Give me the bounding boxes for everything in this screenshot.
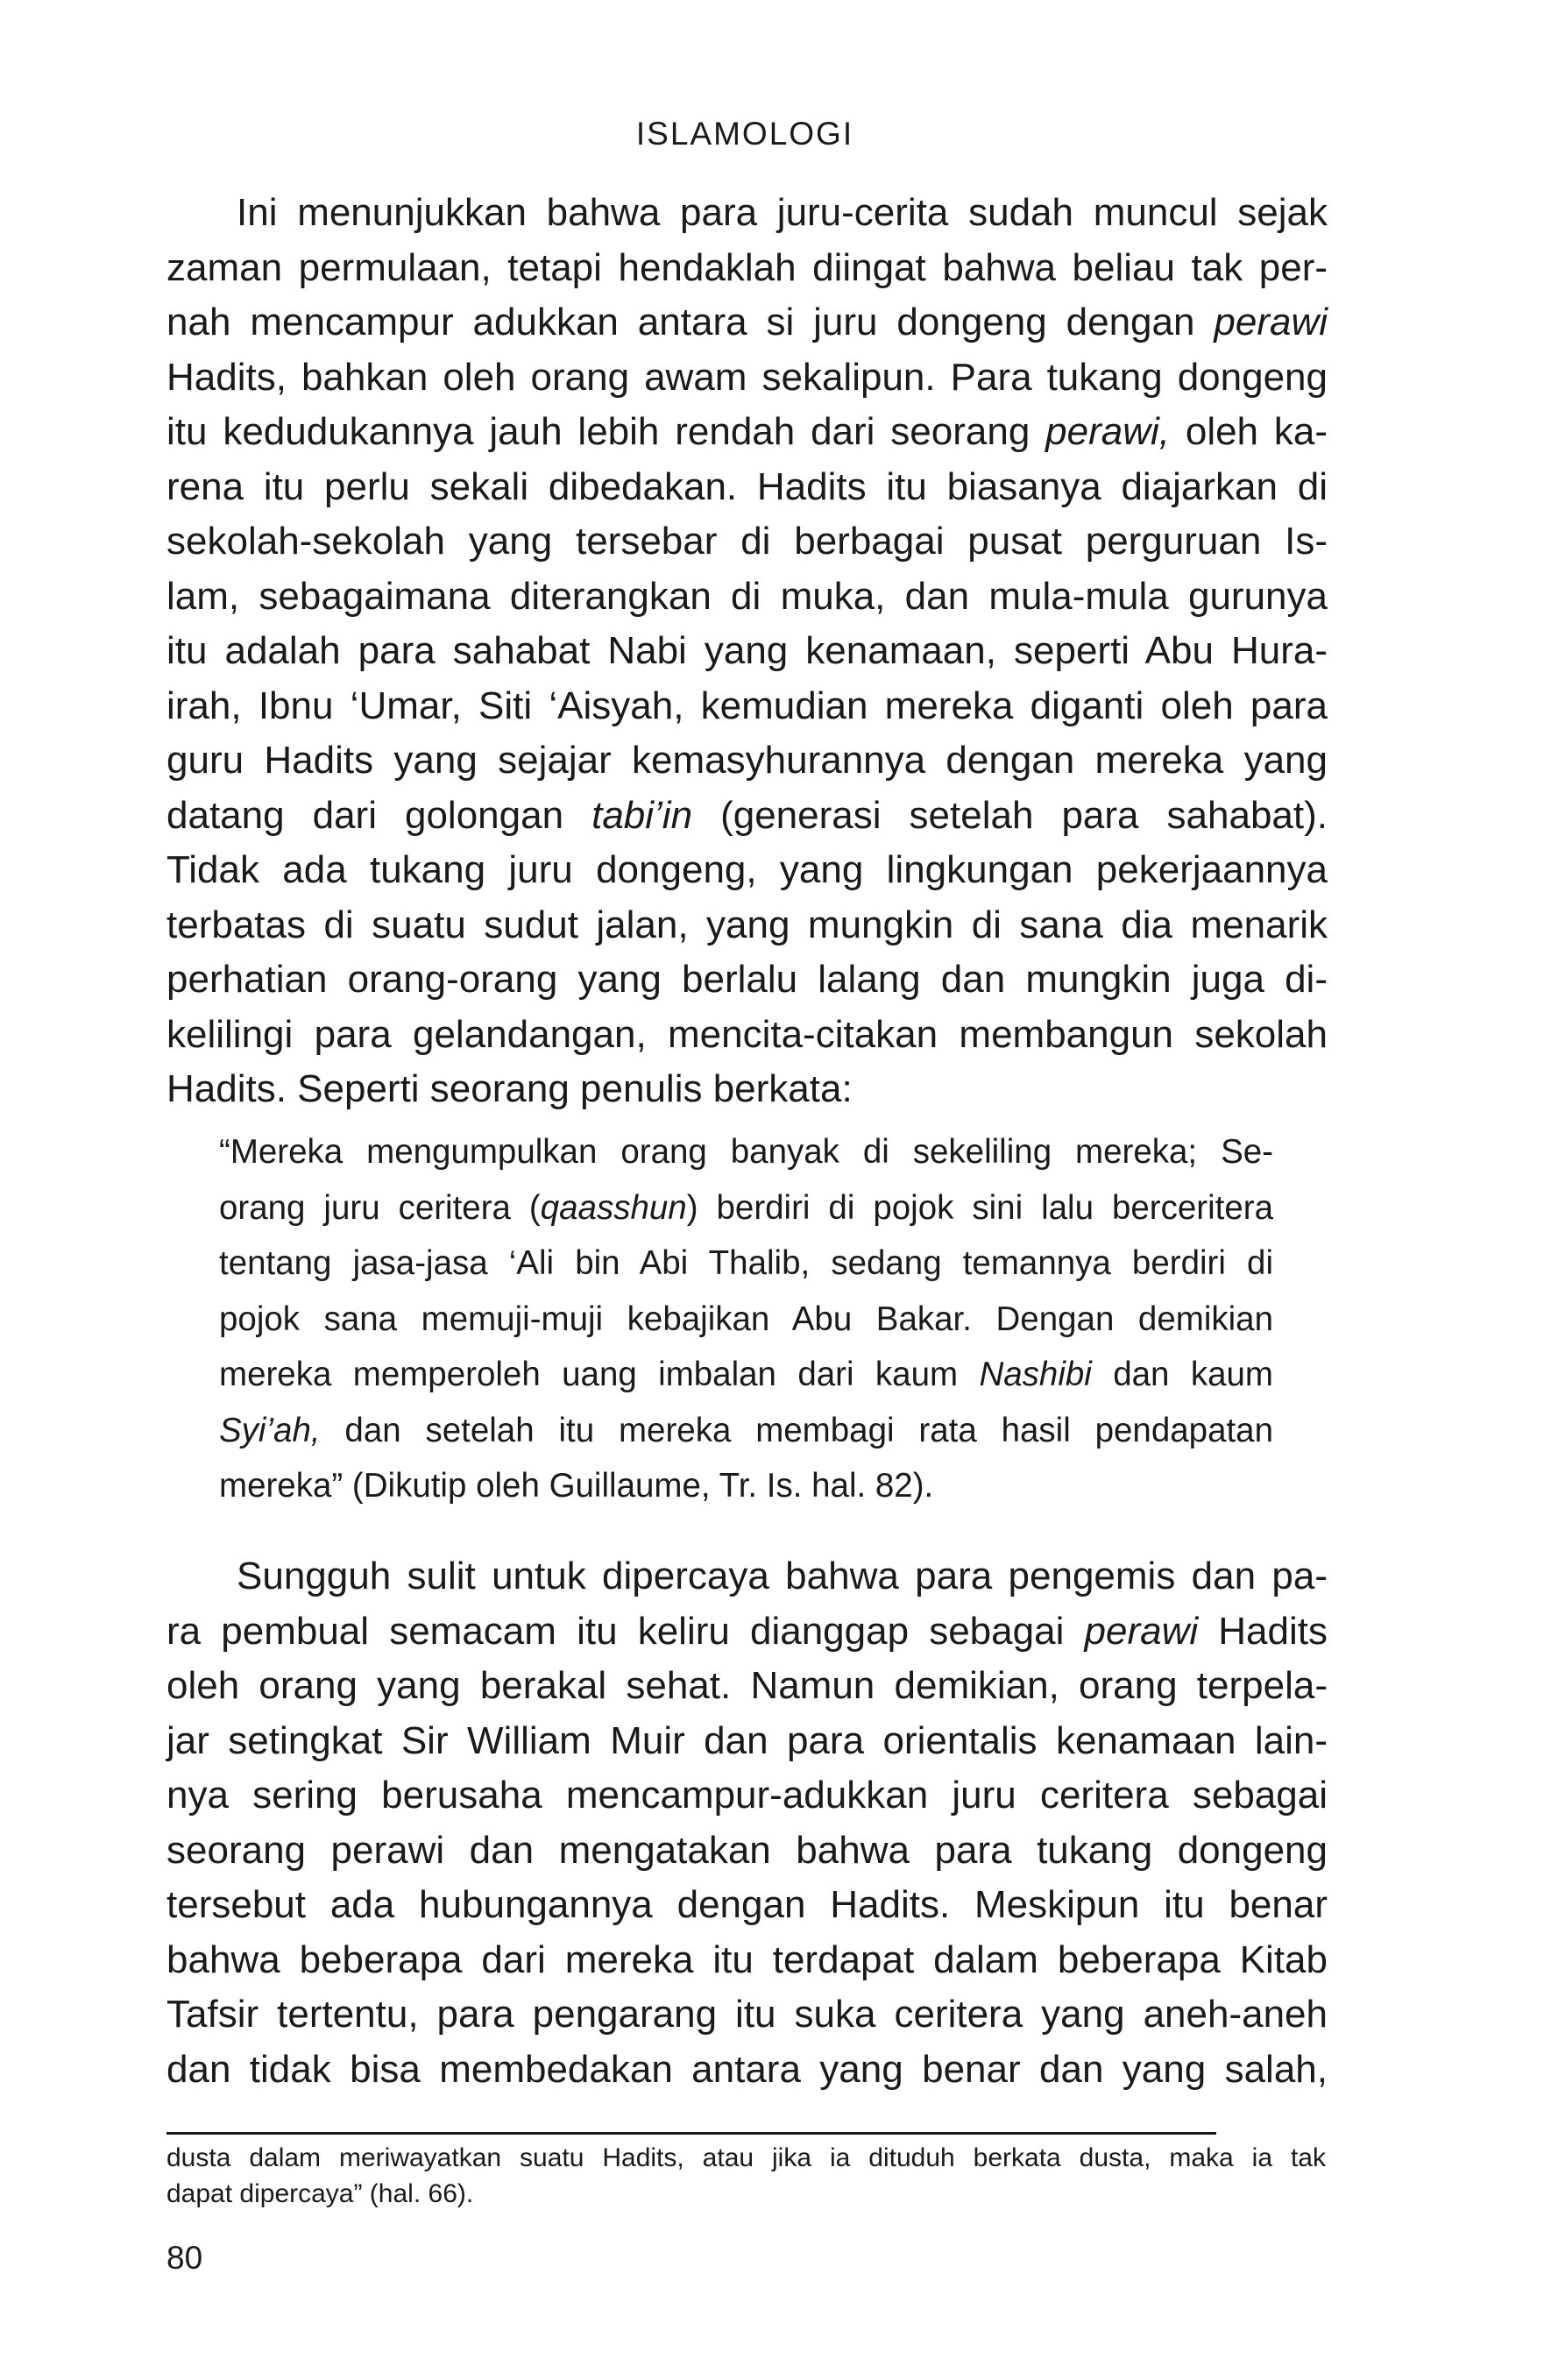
block-quote	[219, 1124, 1273, 1514]
quote-line: orang juru ceritera (qaasshun) berdiri di pojok sini lalu berceritera	[219, 1188, 1273, 1227]
footnote-divider	[166, 2132, 1216, 2135]
text-line: Tidak ada tukang juru dongeng, yang lingkungan pekerjaannya	[166, 848, 1328, 891]
text-line: oleh orang yang berakal sehat. Namun demikian, orang terpela-	[166, 1664, 1328, 1707]
italic-term: perawi	[1084, 1609, 1199, 1653]
text-line: lam, sebagaimana diterangkan di muka, dan mula-mula gurunya	[166, 574, 1328, 618]
text-line: tersebut ada hubungannya dengan Hadits. Meskipun itu benar	[166, 1883, 1328, 1926]
italic-term: perawi	[1214, 301, 1328, 344]
body-paragraph-2	[166, 1549, 1328, 2097]
text-line: itu kedudukannya jauh lebih rendah dari seorang perawi, oleh ka-	[166, 410, 1328, 453]
text-line: zaman permulaan, tetapi hendaklah diingat bahwa beliau tak per-	[166, 245, 1328, 289]
italic-term: perawi,	[1045, 410, 1170, 453]
text-line: Hadits. Seperti seorang penulis berkata:	[166, 1067, 853, 1110]
page-number: 80	[166, 2240, 203, 2276]
italic-term: Syi’ah,	[219, 1411, 321, 1449]
text-line: irah, Ibnu ‘Umar, Siti ‘Aisyah, kemudian mereka diganti oleh para	[166, 684, 1328, 727]
text-line: ra pembual semacam itu keliru dianggap sebagai perawi Hadits	[166, 1609, 1328, 1653]
italic-term: tabi’in	[591, 793, 693, 837]
text-line: perhatian orang-orang yang berlalu lalang dan mungkin juga di-	[166, 958, 1328, 1001]
text-line: nya sering berusaha mencampur-adukkan juru ceritera sebagai	[166, 1774, 1328, 1817]
body-paragraph-1	[166, 186, 1328, 1117]
italic-term: qaasshun	[540, 1188, 687, 1227]
quote-line: pojok sana memuji-muji kebajikan Abu Bakar. Dengan demikian	[219, 1300, 1273, 1338]
footnote-line: dapat dipercaya” (hal. 66).	[166, 2179, 474, 2208]
text-line: rena itu perlu sekali dibedakan. Hadits itu biasanya diajarkan di	[166, 464, 1328, 508]
running-header: ISLAMOLOGI	[635, 116, 854, 152]
text-line: sekolah-sekolah yang tersebar di berbagai pusat perguruan Is-	[166, 520, 1328, 563]
text-line: Hadits, bahkan oleh orang awam sekalipun. Para tukang dongeng	[166, 355, 1328, 399]
text-line: seorang perawi dan mengatakan bahwa para tukang dongeng	[166, 1828, 1328, 1872]
footnote-line: dusta dalam meriwayatkan suatu Hadits, atau jika ia dituduh berkata dusta, maka ia tak	[166, 2143, 1326, 2172]
text-line: bahwa beberapa dari mereka itu terdapat dalam beberapa Kitab	[166, 1937, 1328, 1981]
text-line: itu adalah para sahabat Nabi yang kenamaan, seperti Abu Hura-	[166, 629, 1328, 672]
text-line: dan tidak bisa membedakan antara yang benar dan yang salah,	[166, 2047, 1328, 2091]
quote-line: mereka” (Dikutip oleh Guillaume, Tr. Is. hal. 82).	[219, 1467, 934, 1505]
footnote	[166, 2140, 1326, 2212]
text-line: datang dari golongan tabi’in (generasi setelah para sahabat).	[166, 793, 1328, 837]
text-line: Sungguh sulit untuk dipercaya bahwa para pengemis dan pa-	[237, 1555, 1328, 1597]
text-line: terbatas di suatu sudut jalan, yang mungkin di sana dia menarik	[166, 903, 1328, 946]
quote-line: tentang jasa-jasa ‘Ali bin Abi Thalib, sedang temannya berdiri di	[219, 1244, 1273, 1282]
text-line: guru Hadits yang sejajar kemasyhurannya dengan mereka yang	[166, 739, 1328, 782]
quote-line: “Mereka mengumpulkan orang banyak di sekeliling mereka; Se-	[219, 1133, 1273, 1171]
text-line: Tafsir tertentu, para pengarang itu suka ceritera yang aneh-aneh	[166, 1993, 1328, 2036]
text-line: kelilingi para gelandangan, mencita-citakan membangun sekolah	[166, 1012, 1328, 1056]
text-line: Ini menunjukkan bahwa para juru-cerita sudah muncul sejak	[237, 191, 1328, 234]
italic-term: Nashibi	[979, 1356, 1092, 1393]
text-line: jar setingkat Sir William Muir dan para orientalis kenamaan lain-	[166, 1718, 1328, 1762]
quote-line: Syi’ah, dan setelah itu mereka membagi rata hasil pendapatan	[219, 1411, 1273, 1449]
text-line: nah mencampur adukkan antara si juru dongeng dengan perawi	[166, 301, 1328, 344]
quote-line: mereka memperoleh uang imbalan dari kaum Nashibi dan kaum	[219, 1356, 1273, 1393]
